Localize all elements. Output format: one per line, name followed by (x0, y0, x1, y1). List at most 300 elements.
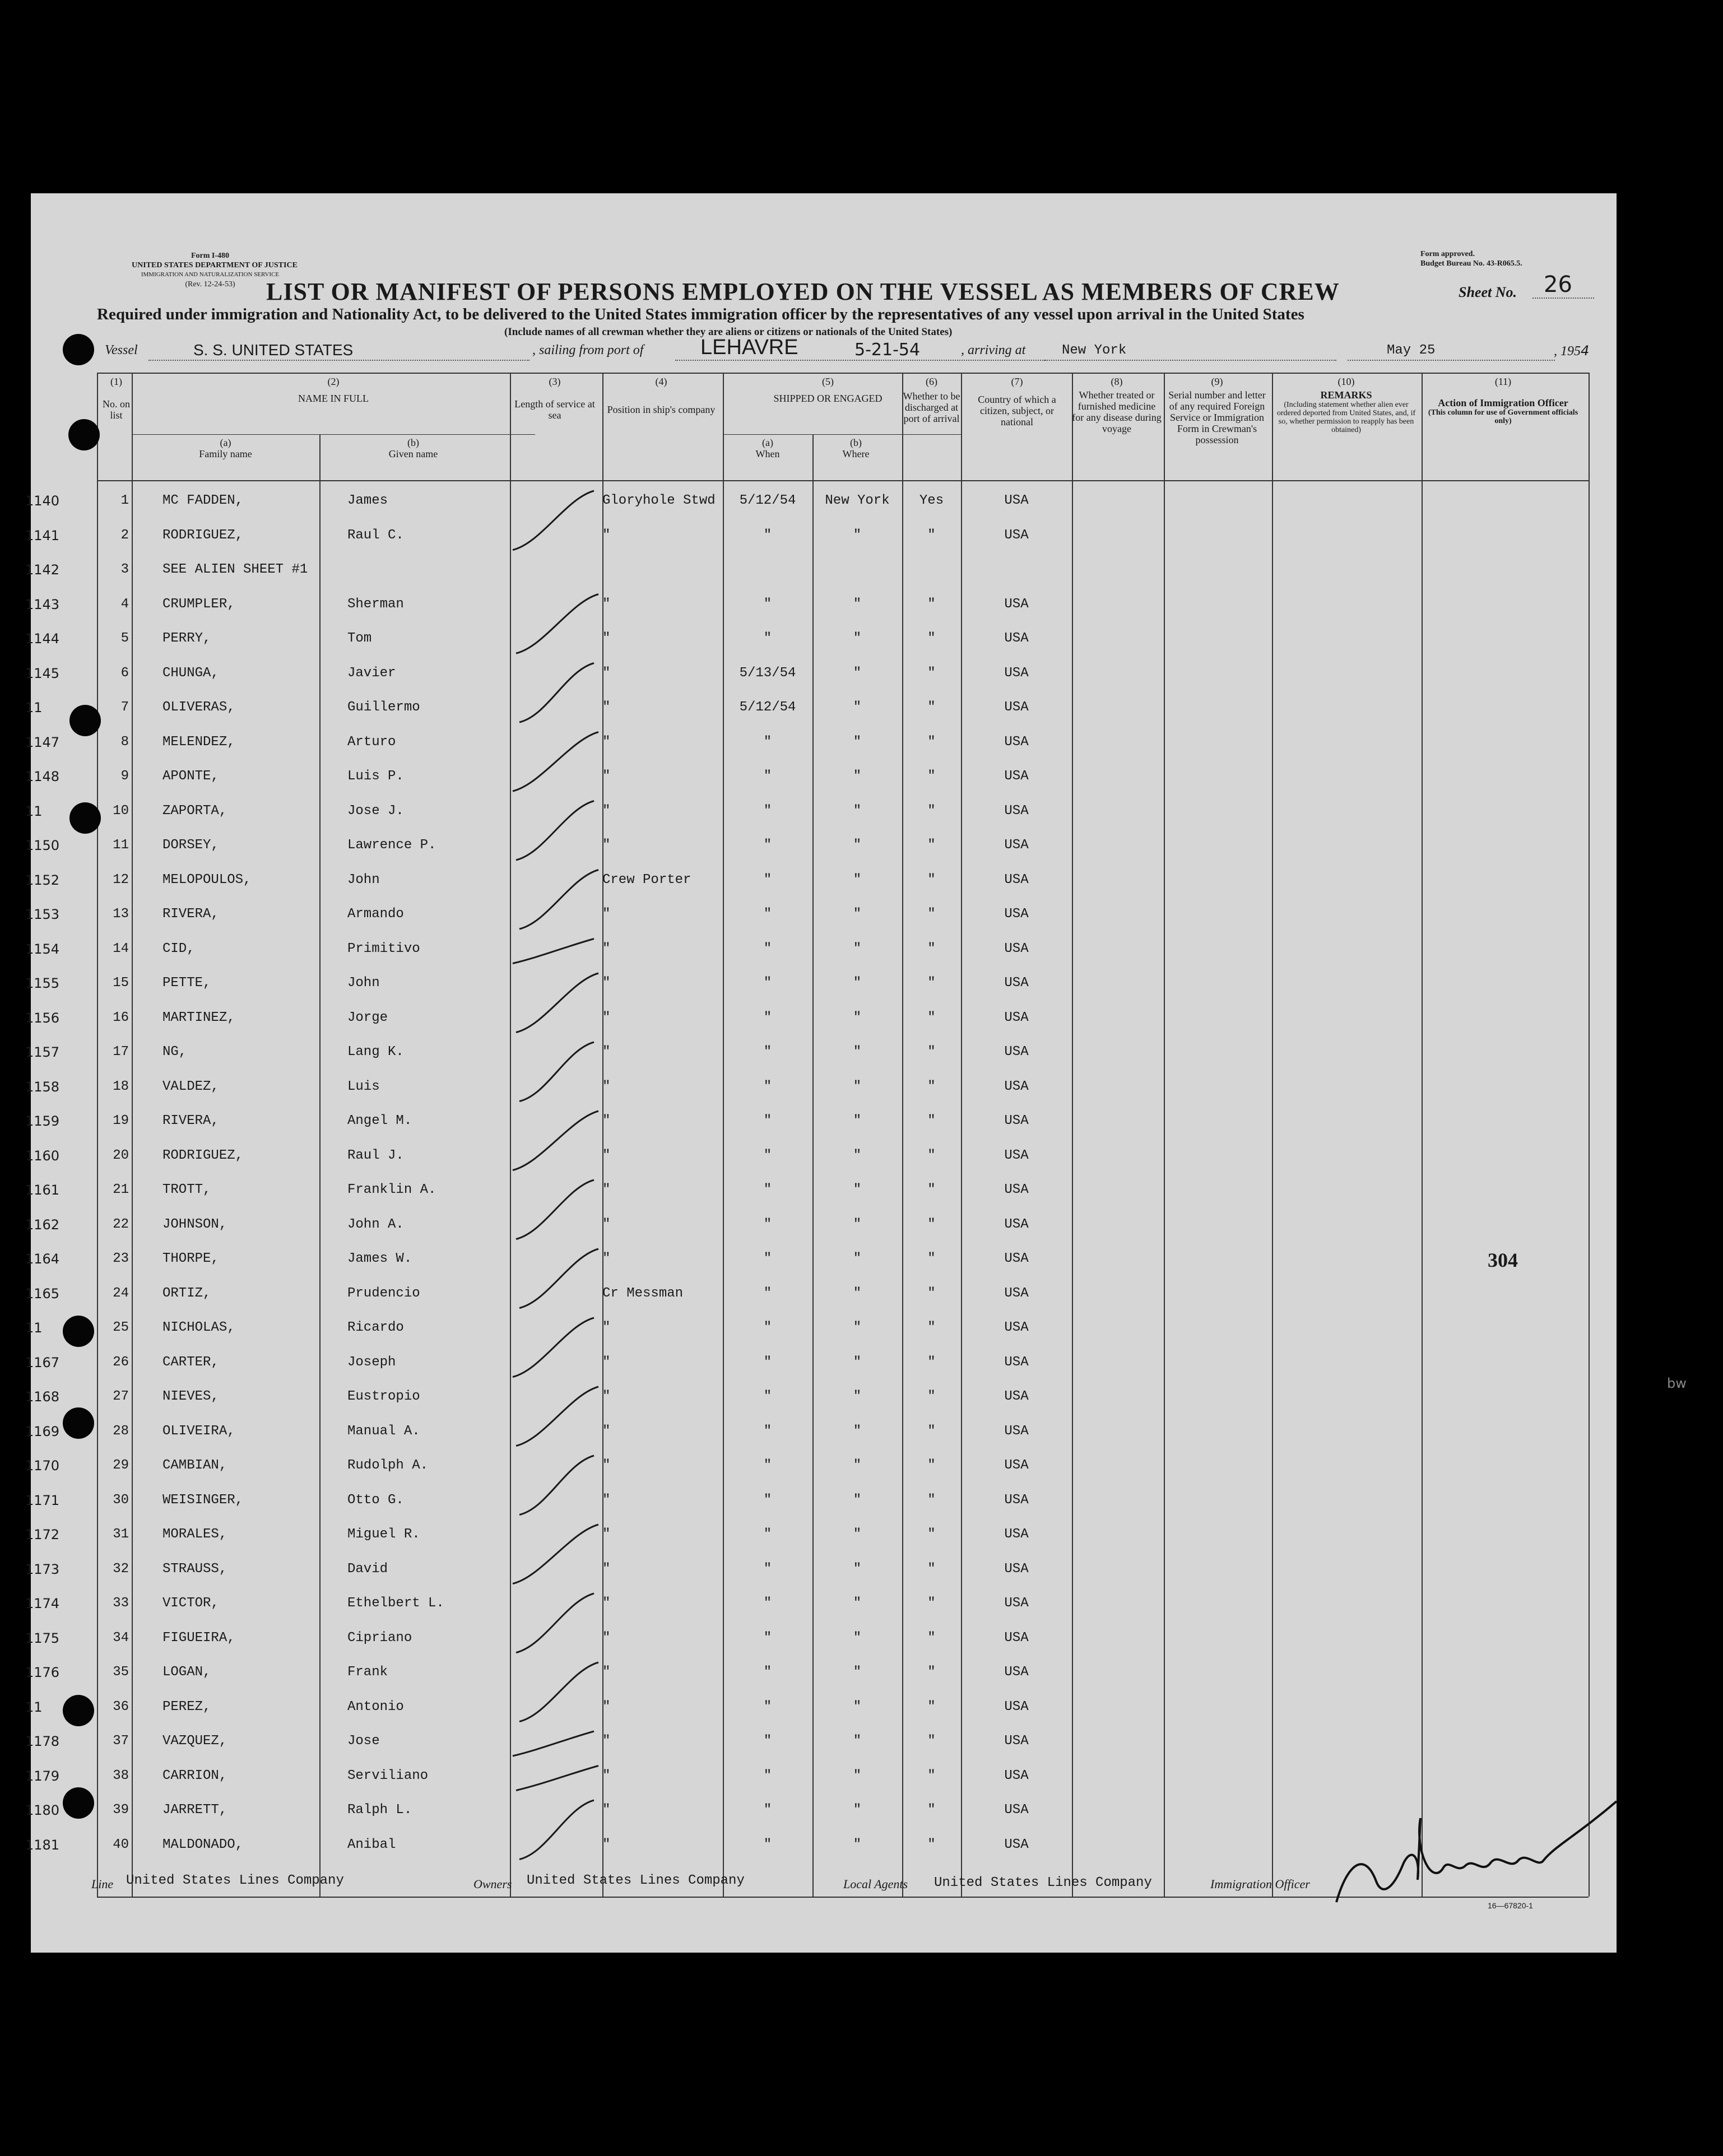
family-name: THORPE, (162, 1251, 219, 1266)
punch-hole (63, 1695, 94, 1726)
row-number: 33 (113, 1596, 129, 1611)
row-number: 22 (113, 1216, 129, 1232)
discharge: " (927, 941, 936, 956)
country: USA (1004, 1285, 1029, 1301)
service-stroke (513, 732, 598, 792)
shipped-where: " (853, 1423, 862, 1439)
family-name: CID, (162, 941, 195, 956)
position: " (602, 1527, 611, 1542)
country: USA (1004, 1458, 1029, 1473)
given-name: Armando (347, 907, 404, 922)
service-stroke (519, 1042, 594, 1102)
shipped-where: " (853, 975, 862, 991)
given-name: Sherman (347, 596, 404, 612)
form-note: (Include names of all crewman whether they are aliens or citizens or nationals of the United States) (504, 326, 953, 338)
given-name: Raul J. (347, 1147, 404, 1163)
row-number: 35 (113, 1665, 129, 1680)
family-name: JARRETT, (162, 1802, 227, 1818)
margin-mark: bw (1667, 1376, 1687, 1391)
col7-num: (7) (1011, 376, 1023, 387)
shipped-where: " (853, 527, 862, 543)
shipped-where: " (853, 1596, 862, 1611)
discharge: " (927, 700, 936, 715)
row-number: 36 (113, 1699, 129, 1714)
position: " (602, 1492, 611, 1508)
shipped-where: " (853, 665, 862, 681)
family-name: PETTE, (162, 975, 211, 991)
given-name: Primitivo (347, 941, 420, 956)
row-number: 40 (113, 1837, 129, 1852)
service: IMMIGRATION AND NATURALIZATION SERVICE (141, 271, 280, 278)
shipped-where: " (853, 1147, 862, 1163)
position: " (602, 1010, 611, 1025)
discharge: " (927, 1665, 936, 1680)
given-name: John (347, 975, 380, 991)
discharge: " (927, 1216, 936, 1232)
shipped-when: " (763, 1010, 772, 1025)
service-stroke (516, 1766, 598, 1791)
country: USA (1004, 1182, 1029, 1197)
given-name: Tom (347, 631, 372, 646)
col1-label: No. on list (103, 398, 130, 421)
form-number: Form I-480 (191, 252, 230, 260)
row-ref: 1159 (25, 1113, 60, 1129)
row-number: 10 (113, 803, 129, 819)
row-number: 9 (120, 769, 129, 784)
row-ref: 1152 (25, 872, 60, 888)
shipped-when: " (763, 1285, 772, 1301)
family-name: CAMBIAN, (162, 1458, 227, 1473)
row-ref: 1141 (25, 527, 60, 543)
arrival-date: May 25 (1387, 343, 1436, 358)
family-name: ZAPORTA, (162, 803, 227, 819)
row-ref: 1158 (25, 1079, 60, 1095)
row-number: 32 (113, 1561, 129, 1577)
country: USA (1004, 1665, 1029, 1680)
family-name: MELENDEZ, (162, 734, 235, 750)
given-name: Prudencio (347, 1285, 420, 1301)
family-name: MC FADDEN, (162, 493, 244, 508)
shipped-where: " (853, 1699, 862, 1714)
row-ref: 1178 (25, 1734, 60, 1749)
row-ref: 1160 (25, 1147, 60, 1164)
position: Gloryhole Stwd (602, 493, 716, 508)
family-name: VALDEZ, (162, 1079, 219, 1094)
country: USA (1004, 1113, 1029, 1128)
shipped-when: " (763, 527, 772, 543)
country: USA (1004, 1010, 1029, 1025)
given-name: Guillermo (347, 700, 420, 715)
discharge: " (927, 907, 936, 922)
row-number: 28 (113, 1423, 129, 1439)
col8-num: (8) (1111, 376, 1123, 387)
family-name: NIEVES, (162, 1389, 219, 1404)
country: USA (1004, 1561, 1029, 1577)
discharge: Yes (919, 493, 944, 508)
country: USA (1004, 1320, 1029, 1335)
row-number: 17 (113, 1044, 129, 1060)
given-name: Angel M. (347, 1113, 412, 1128)
position: " (602, 769, 611, 784)
arriving-label: , arriving at (961, 343, 1026, 357)
family-name: NG, (162, 1044, 187, 1060)
family-name: MELOPOULOS, (162, 872, 252, 888)
row-ref: 1162 (25, 1216, 60, 1233)
col5-label: SHIPPED OR ENGAGED (773, 393, 883, 404)
shipped-when: " (763, 769, 772, 784)
row-number: 12 (113, 872, 129, 888)
shipped-when: 5/12/54 (739, 700, 796, 715)
row-ref: 1154 (25, 941, 60, 957)
row-ref: 1143 (25, 596, 60, 612)
discharge: " (927, 1113, 936, 1128)
row-ref: 1142 (25, 562, 60, 578)
given-name: Lang K. (347, 1044, 404, 1060)
given-name: Javier (347, 665, 396, 681)
shipped-where: " (853, 1285, 862, 1301)
shipped-where: " (853, 1216, 862, 1232)
vessel-name: S. S. UNITED STATES (193, 341, 354, 359)
given-name: Antonio (347, 1699, 404, 1714)
officer-label: Immigration Officer (1210, 1877, 1310, 1891)
row-ref: 1145 (25, 665, 60, 681)
discharge: " (927, 1285, 936, 1301)
discharge: " (927, 1561, 936, 1577)
service-stroke (516, 1387, 598, 1446)
shipped-when: " (763, 803, 772, 819)
col7-label: Country of which a citizen, subject, or national (978, 394, 1056, 428)
country: USA (1004, 665, 1029, 681)
shipped-where: " (853, 1561, 862, 1577)
row-number: 30 (113, 1492, 129, 1508)
col10-num: (10) (1337, 376, 1355, 387)
service-stroke (513, 1525, 598, 1584)
family-name: MALDONADO, (162, 1837, 244, 1852)
family-name: CARTER, (162, 1354, 219, 1370)
country: USA (1004, 1216, 1029, 1232)
given-name: Serviliano (347, 1768, 429, 1783)
position: " (602, 1423, 611, 1439)
position: " (602, 941, 611, 956)
discharge: " (927, 769, 936, 784)
shipped-when: " (763, 1423, 772, 1439)
row-number: 8 (120, 734, 129, 750)
row-ref: 11 (25, 803, 43, 819)
row-number: 1 (120, 493, 129, 508)
shipped-when: " (763, 1079, 772, 1094)
row-ref: 1153 (25, 907, 60, 922)
row-ref: 1140 (25, 493, 60, 509)
shipped-when: " (763, 631, 772, 646)
service-stroke (516, 1180, 594, 1239)
row-ref: 11 (25, 1320, 43, 1336)
row-ref: 1172 (25, 1527, 60, 1542)
shipped-when: 5/12/54 (739, 493, 796, 508)
row-number: 4 (120, 596, 129, 612)
family-name: ORTIZ, (162, 1285, 211, 1301)
row-ref: 1181 (25, 1837, 60, 1853)
shipped-where: " (853, 1630, 862, 1646)
given-name: James W. (347, 1251, 412, 1266)
shipped-where: " (853, 1492, 862, 1508)
row-ref: 1180 (25, 1802, 60, 1818)
country: USA (1004, 1527, 1029, 1542)
shipped-where: " (853, 1527, 862, 1542)
country: USA (1004, 907, 1029, 922)
discharge: " (927, 527, 936, 543)
col2a-label: Family name (199, 448, 252, 459)
shipped-where: " (853, 1079, 862, 1094)
col6-label: Whether to be discharged at port of arrival (903, 391, 960, 424)
shipped-where: " (853, 803, 862, 819)
discharge: " (927, 1423, 936, 1439)
family-name: CARRION, (162, 1768, 227, 1783)
shipped-when: " (763, 1182, 772, 1197)
position: Cr Messman (602, 1285, 684, 1301)
country: USA (1004, 1802, 1029, 1818)
col9-label: Serial number and letter of any required Foreign Service or Immigration Form in Crewman's possession (1168, 389, 1266, 445)
row-ref: 1144 (25, 631, 60, 647)
row-number: 6 (120, 665, 129, 681)
shipped-when: " (763, 1837, 772, 1852)
service-stroke (516, 594, 598, 654)
country: USA (1004, 838, 1029, 853)
vessel-label: Vessel (105, 343, 138, 357)
family-name: TROTT, (162, 1182, 211, 1197)
row-number: 26 (113, 1354, 129, 1370)
shipped-when: " (763, 1354, 772, 1370)
row-number: 14 (113, 941, 129, 956)
punch-hole (63, 1407, 94, 1439)
sailing-date: 5-21-54 (854, 340, 921, 360)
row-ref: 1157 (25, 1044, 60, 1060)
col5a-label: When (755, 448, 780, 459)
country: USA (1004, 1630, 1029, 1646)
shipped-where: " (853, 1354, 862, 1370)
country: USA (1004, 734, 1029, 750)
discharge: " (927, 631, 936, 646)
punch-hole (63, 334, 94, 365)
col2b-label: Given name (388, 448, 438, 459)
row-number: 25 (113, 1320, 129, 1335)
position: " (602, 1113, 611, 1128)
discharge: " (927, 1458, 936, 1473)
given-name: Raul C. (347, 527, 404, 543)
row-ref: 1175 (25, 1630, 60, 1646)
row-number: 34 (113, 1630, 129, 1646)
shipped-where: " (853, 872, 862, 888)
shipped-where: " (853, 1458, 862, 1473)
shipped-when: " (763, 1044, 772, 1060)
col11-note: (This column for use of Government officials only) (1428, 408, 1578, 425)
country: USA (1004, 1079, 1029, 1094)
discharge: " (927, 1320, 936, 1335)
family-name: STRAUSS, (162, 1561, 227, 1577)
given-name: Ricardo (347, 1320, 404, 1335)
row-number: 24 (113, 1285, 129, 1301)
row-ref: 1156 (25, 1010, 60, 1026)
col11-num: (11) (1494, 376, 1512, 387)
shipped-when: " (763, 1389, 772, 1404)
given-name: James (347, 493, 388, 508)
given-name: Arturo (347, 734, 396, 750)
discharge: " (927, 1010, 936, 1025)
row-number: 2 (120, 527, 129, 543)
arrival-port: New York (1062, 343, 1127, 358)
country: USA (1004, 1423, 1029, 1439)
row-ref: 1147 (25, 734, 60, 750)
row-ref: 11 (25, 1699, 43, 1715)
country: USA (1004, 872, 1029, 888)
agents-value: United States Lines Company (934, 1875, 1152, 1890)
shipped-when: " (763, 975, 772, 991)
row-ref: 1170 (25, 1458, 60, 1474)
position: " (602, 527, 611, 543)
given-name: John A. (347, 1216, 404, 1232)
col4-num: (4) (655, 376, 667, 387)
punch-hole (68, 419, 100, 450)
shipped-where: " (853, 700, 862, 715)
discharge: " (927, 872, 936, 888)
given-name: Eustropio (347, 1389, 420, 1404)
revision: (Rev. 12-24-53) (185, 280, 235, 289)
shipped-where: " (853, 838, 862, 853)
country: USA (1004, 769, 1029, 784)
family-name: DORSEY, (162, 838, 219, 853)
service-stroke (516, 801, 594, 861)
position: " (602, 700, 611, 715)
col2a-num: (a) (220, 437, 231, 448)
country: USA (1004, 631, 1029, 646)
col10-label: REMARKS (1320, 389, 1372, 401)
punch-hole (63, 1316, 94, 1347)
row-number: 20 (113, 1147, 129, 1163)
manifest-sheet (25, 193, 1617, 1953)
shipped-when: " (763, 1113, 772, 1128)
discharge: " (927, 1079, 936, 1094)
row-number: 16 (113, 1010, 129, 1025)
discharge: " (927, 1354, 936, 1370)
family-name: APONTE, (162, 769, 219, 784)
shipped-where: " (853, 1113, 862, 1128)
discharge: " (927, 1492, 936, 1508)
country: USA (1004, 975, 1029, 991)
sheet-label: Sheet No. (1459, 284, 1517, 300)
row-ref: 1165 (25, 1285, 60, 1302)
row-ref: 1164 (25, 1251, 60, 1267)
shipped-where: " (853, 734, 862, 750)
family-name: FIGUEIRA, (162, 1630, 235, 1646)
family-name: VAZQUEZ, (162, 1734, 227, 1749)
country: USA (1004, 941, 1029, 956)
row-number: 21 (113, 1182, 129, 1197)
discharge: " (927, 1389, 936, 1404)
position: " (602, 1182, 611, 1197)
agents-label: Local Agents (843, 1877, 908, 1891)
position: " (602, 838, 611, 853)
country: USA (1004, 596, 1029, 612)
family-name: JOHNSON, (162, 1216, 227, 1232)
shipped-where: New York (825, 493, 890, 508)
discharge: " (927, 1734, 936, 1749)
discharge: " (927, 1596, 936, 1611)
service-stroke (513, 1318, 594, 1377)
col9-num: (9) (1211, 376, 1223, 387)
row-ref: 1171 (25, 1492, 60, 1508)
position: " (602, 1389, 611, 1404)
discharge: " (927, 1044, 936, 1060)
form-subtitle: Required under immigration and Nationality Act, to be delivered to the United States immigration officer by the representatives of any vessel upon arrival in the United States (97, 305, 1304, 323)
discharge: " (927, 1630, 936, 1646)
budget-bureau: Budget Bureau No. 43-R065.5. (1420, 259, 1522, 268)
position: " (602, 1147, 611, 1163)
handwritten-marks (31, 193, 1617, 1953)
year-digit: 4 (1581, 343, 1590, 359)
position: " (602, 1699, 611, 1714)
shipped-where: " (853, 1734, 862, 1749)
family-name: RODRIGUEZ, (162, 1147, 244, 1163)
given-name: Luis P. (347, 769, 404, 784)
position: " (602, 631, 611, 646)
shipped-when: " (763, 1699, 772, 1714)
row-number: 19 (113, 1113, 129, 1128)
service-stroke (519, 1456, 594, 1515)
country: USA (1004, 1354, 1029, 1370)
position: " (602, 1458, 611, 1473)
discharge: " (927, 1837, 936, 1852)
family-name: RODRIGUEZ, (162, 527, 244, 543)
col5a-num: (a) (762, 437, 773, 448)
row-ref: 1169 (25, 1423, 60, 1439)
service-stroke (519, 1800, 594, 1860)
family-name: MARTINEZ, (162, 1010, 235, 1025)
service-stroke (519, 1249, 598, 1308)
discharge: " (927, 1768, 936, 1783)
shipped-where: " (853, 1768, 862, 1783)
row-ref: 1173 (25, 1561, 60, 1577)
given-name: Ralph L. (347, 1802, 412, 1818)
row-number: 7 (120, 700, 129, 715)
given-name: Ethelbert L. (347, 1596, 444, 1611)
col2b-num: (b) (407, 437, 419, 448)
country: USA (1004, 1251, 1029, 1266)
punch-hole (69, 802, 101, 834)
row-ref: 1155 (25, 975, 60, 991)
shipped-where: " (853, 1320, 862, 1335)
position: " (602, 1561, 611, 1577)
owners-label: Owners (473, 1877, 512, 1891)
row-number: 39 (113, 1802, 129, 1818)
row-number: 13 (113, 907, 129, 922)
position: " (602, 1044, 611, 1060)
given-name: Anibal (347, 1837, 396, 1852)
country: USA (1004, 1837, 1029, 1852)
row-number: 29 (113, 1458, 129, 1473)
family-name: PERRY, (162, 631, 211, 646)
given-name: Otto G. (347, 1492, 404, 1508)
line-value: United States Lines Company (126, 1873, 344, 1888)
family-name: MORALES, (162, 1527, 227, 1542)
col8-label: Whether treated or furnished medicine for any disease during voyage (1072, 389, 1162, 434)
position: " (602, 1354, 611, 1370)
row-number: 31 (113, 1527, 129, 1542)
shipped-when: " (763, 1492, 772, 1508)
given-name: Franklin A. (347, 1182, 436, 1197)
shipped-when: 5/13/54 (739, 665, 796, 681)
remark-304: 304 (1488, 1249, 1518, 1271)
shipped-when: " (763, 1665, 772, 1680)
country: USA (1004, 803, 1029, 819)
